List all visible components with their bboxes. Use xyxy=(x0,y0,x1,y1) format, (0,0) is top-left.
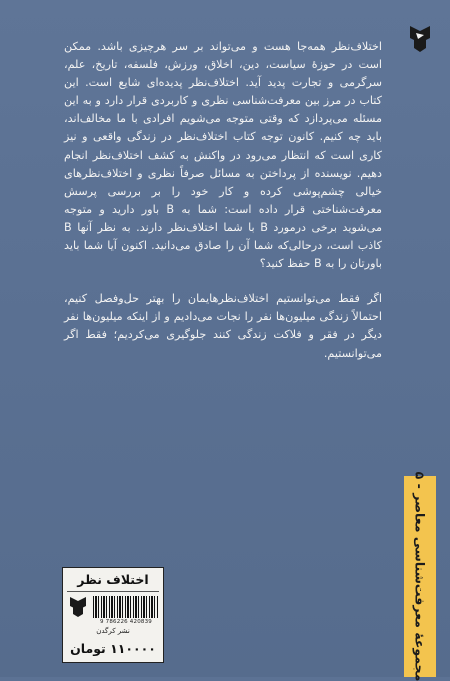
barcode xyxy=(93,596,159,618)
sticker-title: اختلاف نظر xyxy=(77,572,149,587)
price-text: ۱۱۰۰۰۰ تومان xyxy=(70,641,156,656)
series-label-container xyxy=(404,471,436,681)
price-sticker xyxy=(62,567,164,663)
blurb-paragraph-2: اگر فقط می‌توانستیم اختلاف‌نظرهایمان را بهتر حل‌وفصل کنیم، احتمالاً زندگی میلیون‌ها نفر را نجات می‌دادیم و از اینکه میلیون‌ها نفر دیگر در فقر و فلاکت زندگی کنند جلوگیری می‌کردیم؛ فقط اگر می‌توانستیم. xyxy=(64,292,382,360)
publisher-logo-icon xyxy=(69,596,87,618)
isbn-number: 9 786226 420839 xyxy=(100,619,152,625)
sticker-divider xyxy=(67,591,159,592)
publisher-logo-icon xyxy=(408,24,432,54)
blurb-text xyxy=(64,38,382,363)
publisher-name: نشر کرگدن xyxy=(96,627,130,635)
series-label: مجموعهٔ معرفت‌شناسی معاصر - ۵ xyxy=(412,471,428,681)
blurb-paragraph-1: اختلاف‌نظر همه‌جا هست و می‌تواند بر سر هرچیزی باشد. ممکن است در حوزهٔ سیاست، دین، اخلاق، ورزش، فلسفه، تاریخ، علم، سرگرمی و تجارت پدید آید. اختلاف‌نظر پدیده‌ای شایع است. این کتاب در مرز بین معرفت‌شناسی نظری و کاربردی قرار دارد و به این مسئله می‌پردازد که وقتی متوجه می‌شویم افرادی با ما مخالف‌اند، باید چه کنیم. کانون توجه کتاب اختلاف‌نظر در زندگی واقعی و نیز کاری است که انتظار می‌رود در واکنش به کشف اختلاف‌نظر انجام دهیم. نویسنده از پرداختن به مسائل صرفاً نظری و اختلاف‌نظرهای خیالی چشم‌پوشی کرده و کار خود را بر بررسی پرسش معرفت‌شناختی قرار داده است: شما به B باور دارید و متوجه می‌شوید برخی درمورد B با شما اختلاف‌نظر دارند. به نظر آنها B کاذب است، درحالی‌که شما آن را صادق می‌دانید. اکنون آیا شما باید باورتان را به B حفظ کنید؟ xyxy=(64,40,382,271)
